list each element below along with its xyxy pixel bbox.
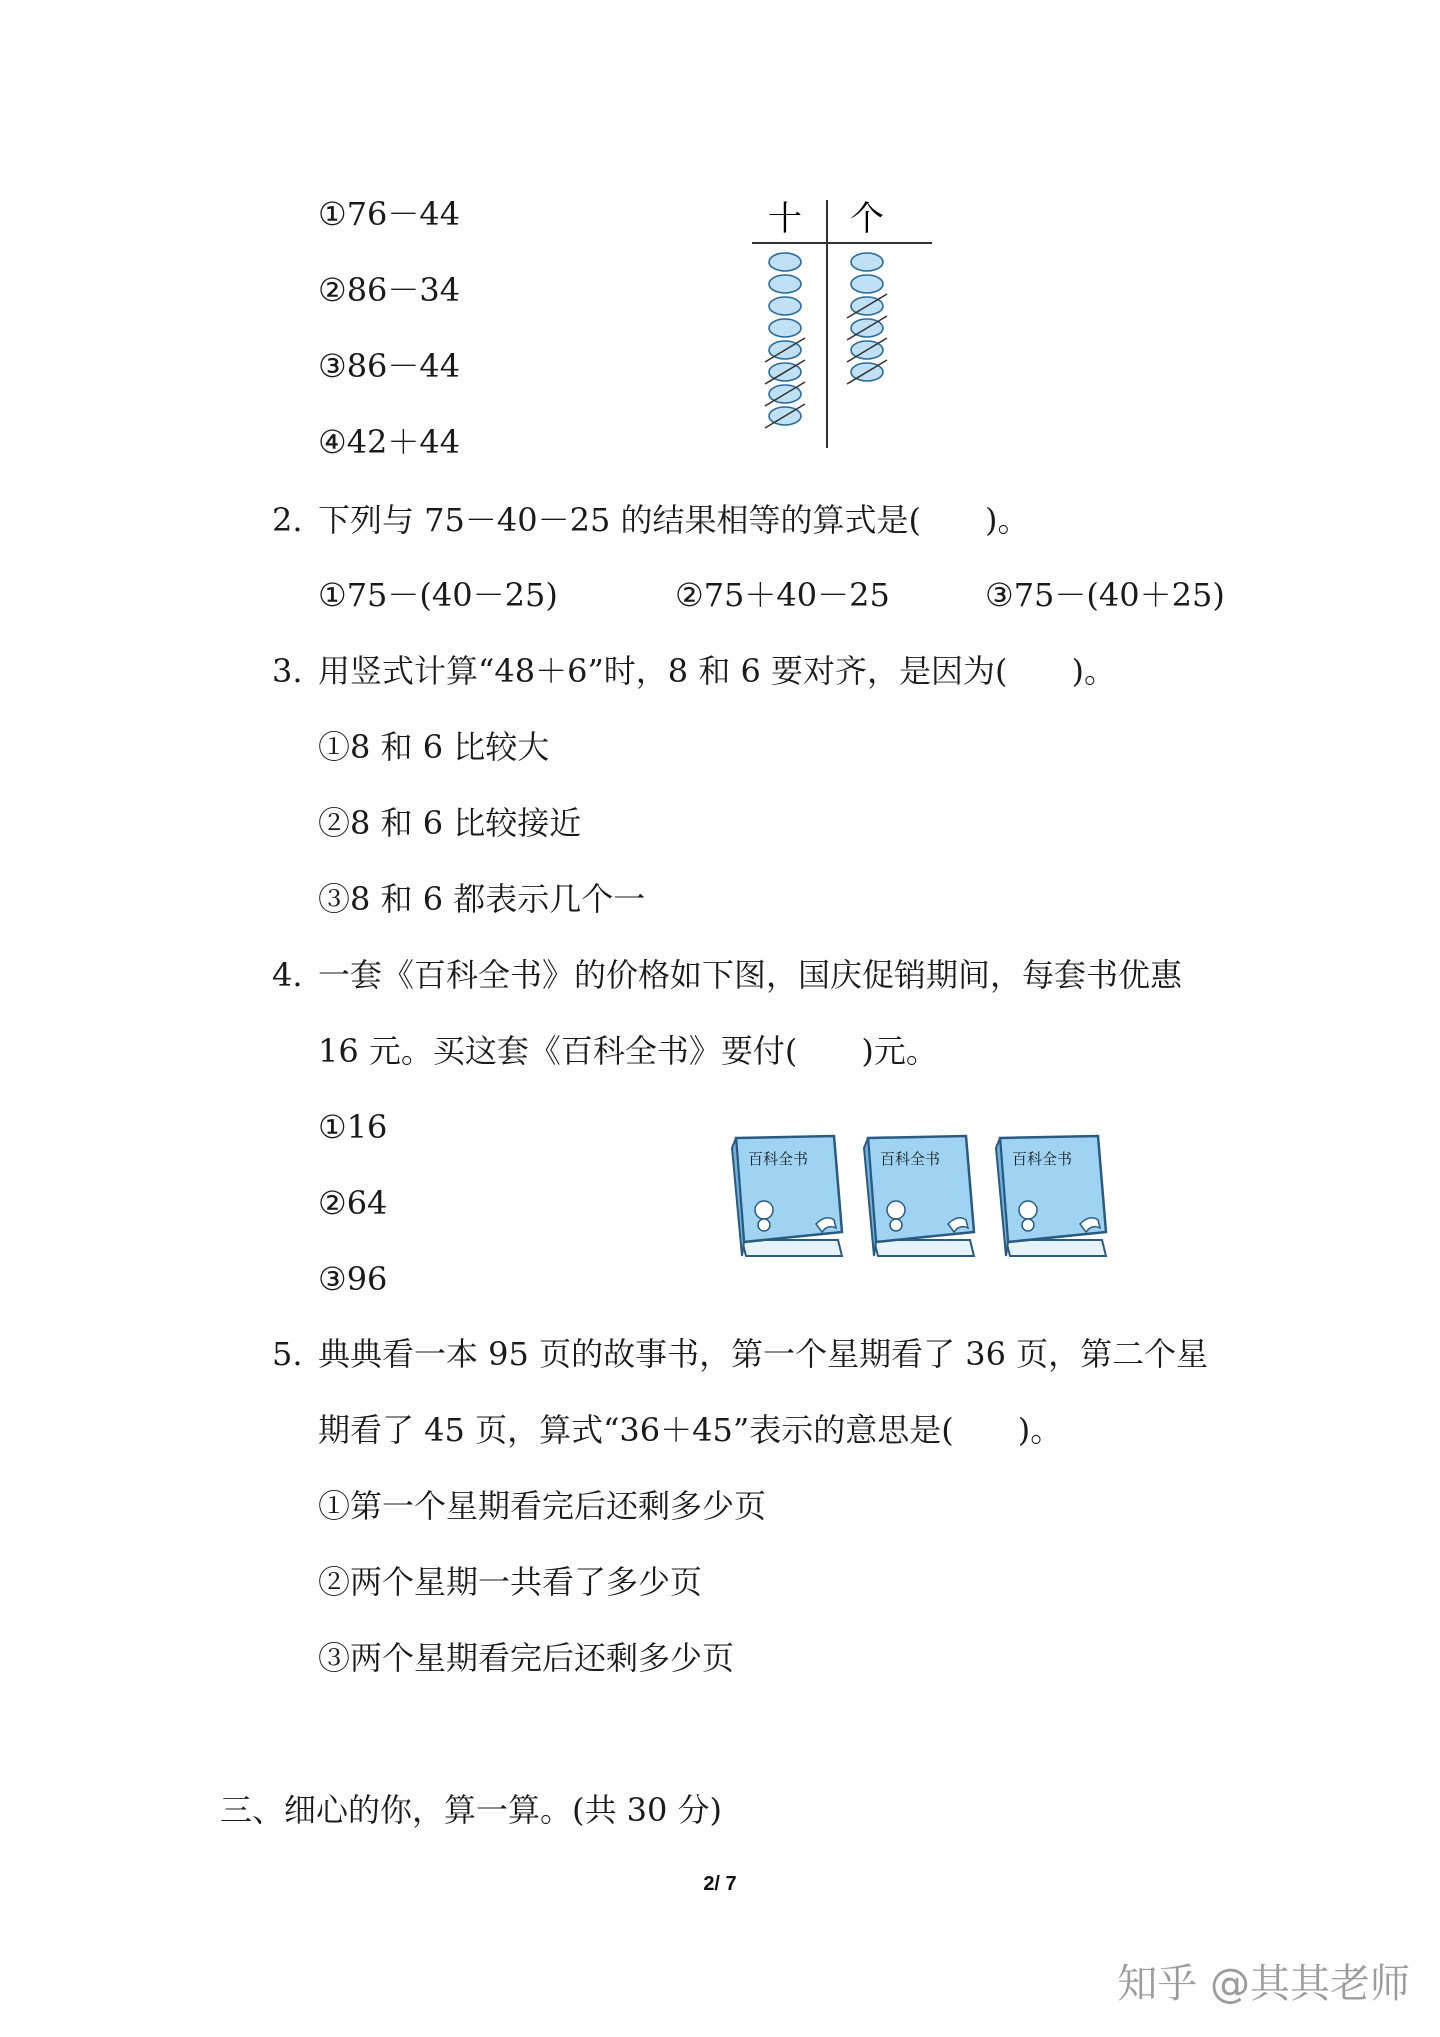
book-title: 百科全书 <box>748 1150 809 1168</box>
q2-number: 2. <box>272 501 303 539</box>
zhihu-watermark: 知乎 @其其老师 <box>1117 1961 1410 2007</box>
q1-option-2: ②86－34 <box>318 271 461 309</box>
q2-option-3: ③75－(40＋25) <box>985 576 1225 614</box>
book <box>996 1136 1106 1256</box>
bead <box>851 253 883 271</box>
q3-number: 3. <box>272 652 303 690</box>
ones-label: 个 <box>850 199 884 239</box>
q1-option-4: ④42＋44 <box>318 423 461 461</box>
q5-option-3: ③两个星期看完后还剩多少页 <box>318 1639 735 1677</box>
q2-option-2: ②75＋40－25 <box>675 576 890 614</box>
bead <box>851 275 883 293</box>
q2-stem: 下列与 75－40－25 的结果相等的算式是( )。 <box>318 501 1030 539</box>
section-3-heading: 三、细心的你，算一算。(共 30 分) <box>220 1791 723 1829</box>
q5-option-1: ①第一个星期看完后还剩多少页 <box>318 1487 767 1525</box>
q3-stem: 用竖式计算“48＋6”时，8 和 6 要对齐，是因为( )。 <box>318 652 1117 690</box>
q4-option-1: ①16 <box>318 1108 388 1146</box>
bead <box>769 297 801 315</box>
q4-number: 4. <box>272 956 303 994</box>
ones-beads <box>847 253 887 384</box>
q4-stem-line2: 16 元。买这套《百科全书》要付( )元。 <box>318 1032 938 1070</box>
q3-option-3: ③8 和 6 都表示几个一 <box>318 880 646 918</box>
bead <box>769 319 801 337</box>
q3-option-1: ①8 和 6 比较大 <box>318 728 550 766</box>
bead <box>769 275 801 293</box>
q4-option-2: ②64 <box>318 1184 388 1222</box>
q5-number: 5. <box>272 1335 303 1373</box>
book <box>732 1136 842 1256</box>
q5-stem-line2: 期看了 45 页，算式“36＋45”表示的意思是( )。 <box>318 1411 1063 1449</box>
book <box>864 1136 974 1256</box>
q2-option-1: ①75－(40－25) <box>318 576 558 614</box>
q1-option-3: ③86－44 <box>318 347 461 385</box>
encyclopedia-books-illustration <box>720 1128 1120 1268</box>
bead <box>769 253 801 271</box>
q5-stem-line1: 典典看一本 95 页的故事书，第一个星期看了 36 页，第二个星 <box>318 1335 1209 1373</box>
q5-option-2: ②两个星期一共看了多少页 <box>318 1563 703 1601</box>
tens-label: 十 <box>768 199 802 239</box>
books-group <box>732 1136 1106 1256</box>
q4-option-3: ③96 <box>318 1260 388 1298</box>
tens-beads <box>765 253 805 428</box>
q1-option-1: ①76－44 <box>318 195 461 233</box>
book-title: 百科全书 <box>880 1150 941 1168</box>
q3-option-2: ②8 和 6 比较接近 <box>318 804 582 842</box>
book-title: 百科全书 <box>1012 1150 1073 1168</box>
page-number: 2/ 7 <box>703 1873 737 1895</box>
q4-stem-line1: 一套《百科全书》的价格如下图，国庆促销期间，每套书优惠 <box>318 956 1183 994</box>
counting-beads-diagram <box>740 190 940 450</box>
